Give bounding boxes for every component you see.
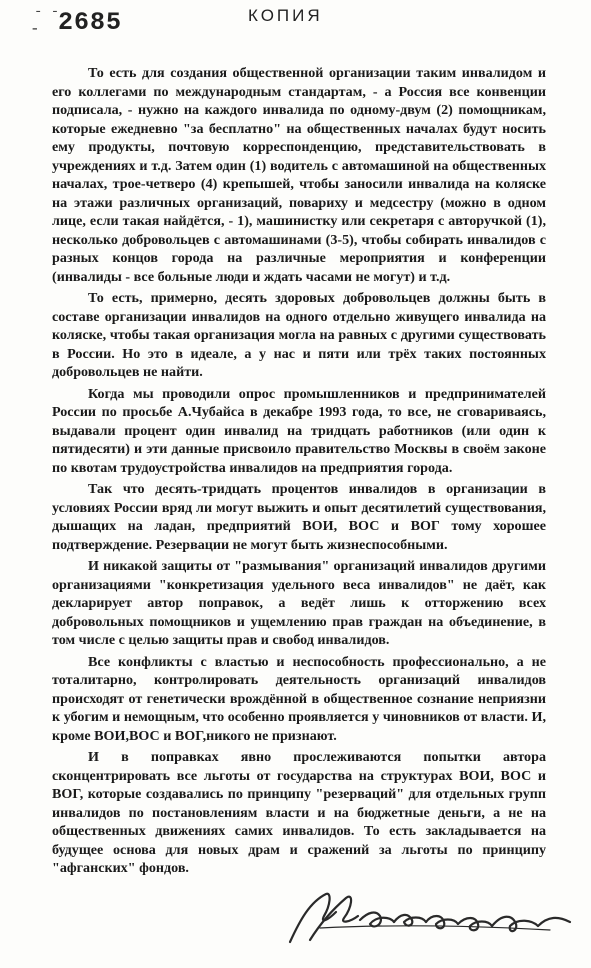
document-number: 2685: [58, 8, 123, 37]
document-body: [52, 64, 546, 881]
margin-dash-mark: -: [30, 20, 40, 38]
paragraph-5: И никакой защиты от "размывания" организаций инвалидов другими организациями "конкретизация удельного веса инвалидов" не даёт, как декларирует автор поправок, а ведёт лишь к отторжению всех добровольных помощников и ущемлению прав граждан на объединение, в том числе с целью защиты прав и свобод инвалидов.: [52, 558, 546, 648]
copy-stamp: КОПИЯ: [248, 6, 323, 25]
header-dash-mark: - -: [34, 4, 60, 20]
paragraph-6: Все конфликты с властью и неспособность профессионально, а не тоталитарно, контролировать деятельность организаций инвалидов происходят от генетически врождённой в общественное сознание неприязни к убогим и немощным, что особенно проявляется у чиновников от власти. И, кроме ВОИ,ВОС и ВОГ,никого не признают.: [52, 653, 546, 744]
paragraph-7: И в поправках явно прослеживаются попытки автора сконцентрировать все льготы от государства на структурах ВОИ, ВОС и ВОГ, которые создавались по принципу "резерваций" для отдельных групп инвалидов по постановлениям власти и на бюджетные деньги, а не на общественных движениях самих инвалидов. То есть закладывается на будущее основа для новых драм и сражений за льготы по принципу "афганских" фондов.: [52, 749, 546, 876]
handwritten-signature: [280, 880, 580, 960]
paragraph-4: Так что десять-тридцать процентов инвалидов в организации в условиях России вряд ли могут выжить и опыт десятилетий существования, дышащих на ладан, предприятий ВОИ, ВОС и ВОГ тому хорошее подтверждение. Резервации не могут быть жизнеспособными.: [52, 481, 546, 553]
paragraph-3: Когда мы проводили опрос промышленников и предпринимателей России по просьбе А.Чубайса в декабре 1993 года, то все, не сговариваясь, выдавали процент один инвалид на тридцать работников (или один к пятидесяти) и эти данные присвоило правительство Москвы в своём законе по квотам трудоустройства инвалидов на предприятия города.: [52, 385, 546, 476]
paragraph-2: То есть, примерно, десять здоровых добровольцев должны быть в составе организации инвалидов на одного отдельно живущего инвалида на коляске, чтобы такая организация могла на равных с другими существовать в России. Но это в идеале, а у нас и пяти или трёх таких постоянных добровольцев не найти.: [52, 290, 546, 380]
paragraph-1: То есть для создания общественной организации таким инвалидом и его коллегами по международным стандартам, - а Россия все конвенции подписала, - нужно на каждого инвалида по одному-двум (2) помощникам, которые ежедневно "за бесплатно" на общественных началах будут носить ему продукты, почтовую корреспонденцию, представительствовать в учреждениях и т.д. Затем один (1) водитель с автомашиной на общественных началах, трое-четверо (4) крепышей, чтобы заносили инвалида на коляске на этажи различных организаций, повариху и медсестру (можно в одном лице, если такая найдётся, - 1), машинистку или секретаря с авторучкой (1), несколько добровольцев с автомашинами (3-5), чтобы собирать инвалидов с разных концов города на различные мероприятия и конференции (инвалиды - все больные люди и ждать часами не могут) и т.д.: [52, 65, 546, 285]
